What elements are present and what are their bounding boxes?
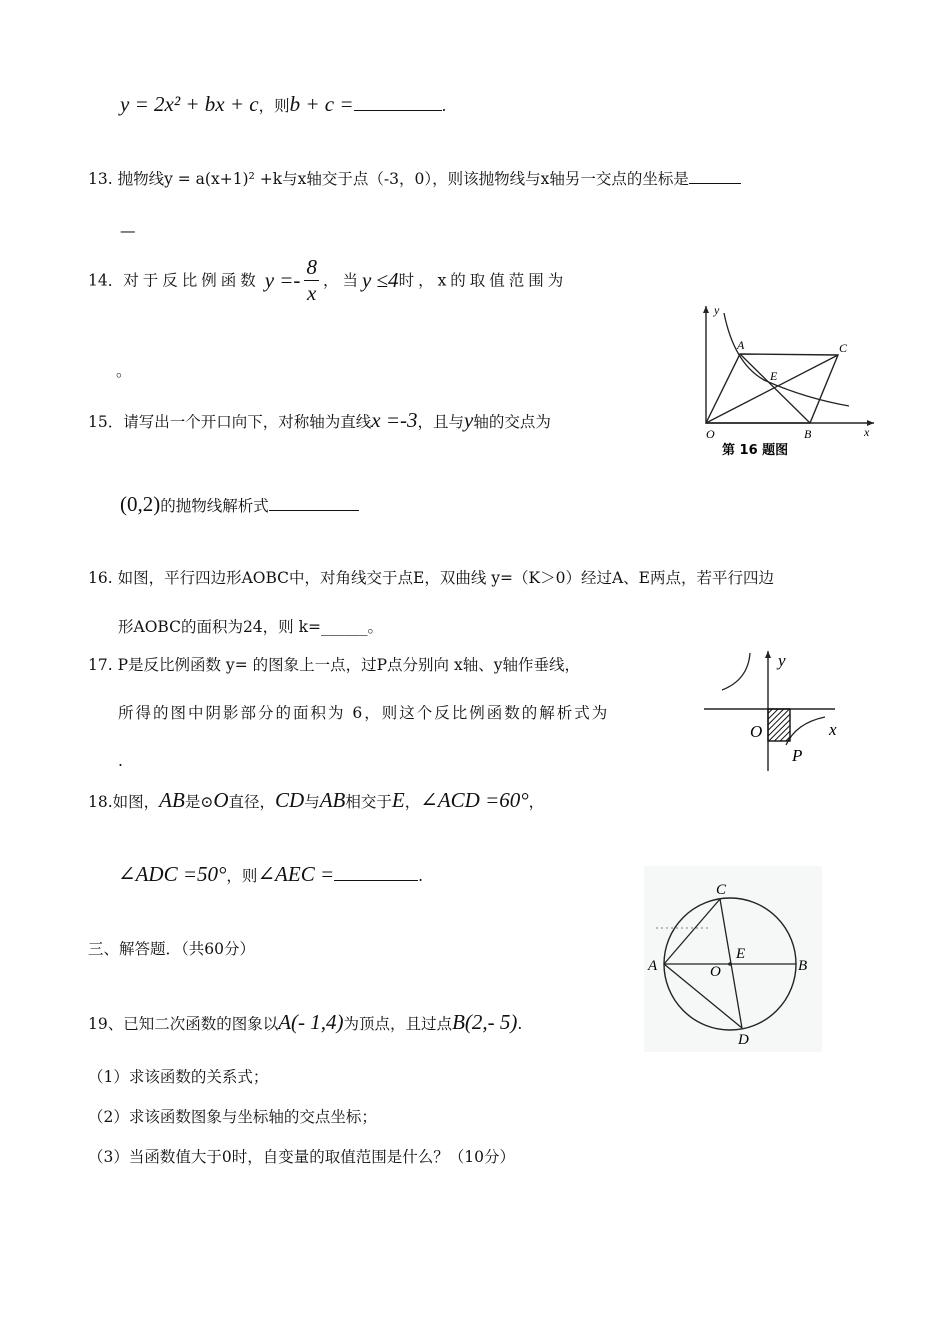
q12-expression: b + c = (289, 92, 354, 116)
q19-end: . (517, 1015, 523, 1033)
q17-text1: 17. P是反比例函数 y= 的图象上一点，过P点分别向 x轴、y轴作垂线， (88, 656, 580, 674)
q14-mid: ，当 (322, 271, 362, 290)
q18-t4: 相交于 (345, 793, 392, 811)
y-axis-arrow-icon (765, 651, 771, 658)
q18-answer-blank[interactable] (334, 880, 418, 881)
q16-text2: 形AOBC的面积为24，则 k=______。 (118, 618, 383, 636)
fig18-label-C: C (716, 882, 727, 898)
q18-e: E (391, 788, 405, 812)
q15-text4: 的抛物线解析式 (160, 497, 269, 515)
q15-axis-eq: x =-3 (371, 408, 418, 432)
figure-18 (644, 866, 822, 1052)
section-3-title (88, 940, 255, 959)
q18-line2 (118, 862, 423, 887)
figure-17-graph (700, 645, 850, 775)
q17-text3: . (118, 752, 123, 770)
fig17-label-O: O (750, 722, 763, 741)
q19-part-2-text: （2）求该函数图象与坐标轴的交点坐标； (88, 1108, 377, 1126)
q13-cont: — (120, 222, 136, 240)
q19-point-A: A(- 1,4) (278, 1010, 344, 1034)
q19-part-3-text: （3）当函数值大于0时，自变量的取值范围是什么？（10分） (88, 1148, 515, 1166)
fig16-label-O: O (706, 427, 715, 441)
q17-line1 (88, 656, 580, 675)
q14-end: 。 (116, 362, 132, 380)
q14-number: 14． (88, 271, 124, 290)
q17-text2: 所得的图中阴影部分的面积为 6，则这个反比例函数的解析式为 (118, 704, 610, 722)
q18-angle2: ∠ADC =50° (118, 862, 227, 886)
shaded-rectangle (768, 709, 790, 741)
q18-t7: ，则 (226, 867, 258, 885)
q14-end-line (116, 362, 132, 381)
q13-text: 13. 抛物线y = a(x+1)² +k与x轴交于点（-3，0），则该抛物线与x轴另一交点的坐标是 (88, 170, 689, 188)
figure-17 (700, 645, 850, 775)
fig18-label-A: A (648, 958, 658, 974)
q16-line2 (118, 618, 383, 637)
q19-part-1 (88, 1068, 268, 1087)
q18-cd: CD (275, 788, 305, 812)
figure-16 (684, 298, 880, 464)
q15-number: 15． (88, 413, 124, 431)
q18-t3: 与 (304, 793, 320, 811)
figure-18-graph (644, 866, 822, 1052)
q17-line3 (118, 752, 123, 771)
fig18-label-B: B (798, 958, 808, 974)
q14-function-y: y =- (264, 268, 301, 293)
q18-t6: ， (528, 793, 545, 811)
q18-angle3: ∠AEC = (257, 862, 335, 886)
figure-16-graph (684, 298, 880, 464)
q19-part-2 (88, 1108, 377, 1127)
q19-line (88, 1010, 522, 1035)
q15-yvar: y (464, 408, 474, 432)
fig16-label-x: x (864, 425, 870, 439)
fig16-label-A: A (737, 338, 745, 352)
q16-line1 (88, 569, 774, 588)
q15-text1: 请写出一个开口向下，对称轴为直线 (123, 413, 372, 431)
q19-intro: 19、已知二次函数的图象以 (88, 1015, 279, 1033)
q15-text2: ，且与 (417, 413, 465, 431)
center-point-O (728, 962, 732, 966)
q18-o: O (213, 788, 229, 812)
y-axis-arrow-icon (703, 306, 709, 313)
fig18-label-D: D (738, 1032, 749, 1048)
diagonal-OC (706, 355, 838, 423)
q14-fraction (304, 255, 319, 306)
section-3-title-text: 三、解答题．（共60分） (88, 940, 255, 958)
q15-point: (0,2) (120, 492, 161, 516)
diagonal-AB (740, 354, 810, 423)
q19-part-1-text: （1）求该函数的关系式； (88, 1068, 269, 1086)
fig17-label-x: x (829, 720, 837, 739)
fig16-label-B: B (804, 427, 812, 441)
fig16-label-C: C (839, 341, 848, 355)
q18-line1 (88, 788, 544, 813)
q14-condition: y ≤4 (361, 268, 399, 293)
q19-point-B: B(2,- 5) (452, 1010, 518, 1034)
q18-t2: 直径， (228, 793, 275, 811)
fig18-label-O: O (710, 964, 721, 980)
q18-t5: ， (404, 793, 421, 811)
q15-line2 (120, 492, 359, 517)
fig18-label-E: E (736, 946, 746, 962)
q12-equation: y = 2x² + bx + c (120, 92, 259, 116)
hyperbola-branch-upper-left (722, 653, 750, 690)
q12-answer-blank[interactable] (354, 110, 442, 111)
q12-sep: ，则 (258, 97, 290, 115)
q15-answer-blank[interactable] (269, 510, 359, 511)
q18-ab2: AB (319, 788, 346, 812)
q16-text1: 16. 如图，平行四边形AOBC中，对角线交于点E，双曲线 y=（K＞0）经过A、E两点，若平行四边 (88, 569, 774, 587)
q18-t1: 是⊙ (184, 793, 214, 811)
q18-ab: AB (159, 788, 185, 812)
q14-denominator: x (307, 281, 317, 306)
q12-end: . (441, 97, 447, 115)
q14-pre: 对于反比例函数 (123, 271, 260, 290)
fig16-label-E: E (770, 369, 778, 383)
q15-text3: 轴的交点为 (473, 413, 551, 431)
q18-angle1: ∠ACD =60° (420, 788, 529, 812)
q13-continuation (120, 222, 136, 241)
q14-numerator: 8 (304, 255, 319, 281)
q19-part-3 (88, 1148, 515, 1167)
fig17-label-y: y (778, 651, 786, 670)
q18-number: 18.如图， (88, 793, 160, 811)
fig16-caption: 第 16 题图 (722, 443, 789, 458)
q18-end: . (418, 867, 424, 885)
q12-line (120, 92, 446, 117)
hyperbola-branch-lower-right (786, 717, 825, 745)
q19-mid: 为顶点，且过点 (343, 1015, 453, 1033)
q14-line (88, 255, 567, 306)
q13-answer-blank[interactable] (689, 183, 741, 184)
q14-post: 时，x的取值范围为 (398, 271, 568, 290)
q13-line (88, 170, 741, 189)
q15-line (88, 408, 551, 433)
fig16-label-y: y (714, 303, 720, 317)
fig17-label-P: P (792, 746, 803, 765)
q17-line2 (118, 704, 609, 723)
